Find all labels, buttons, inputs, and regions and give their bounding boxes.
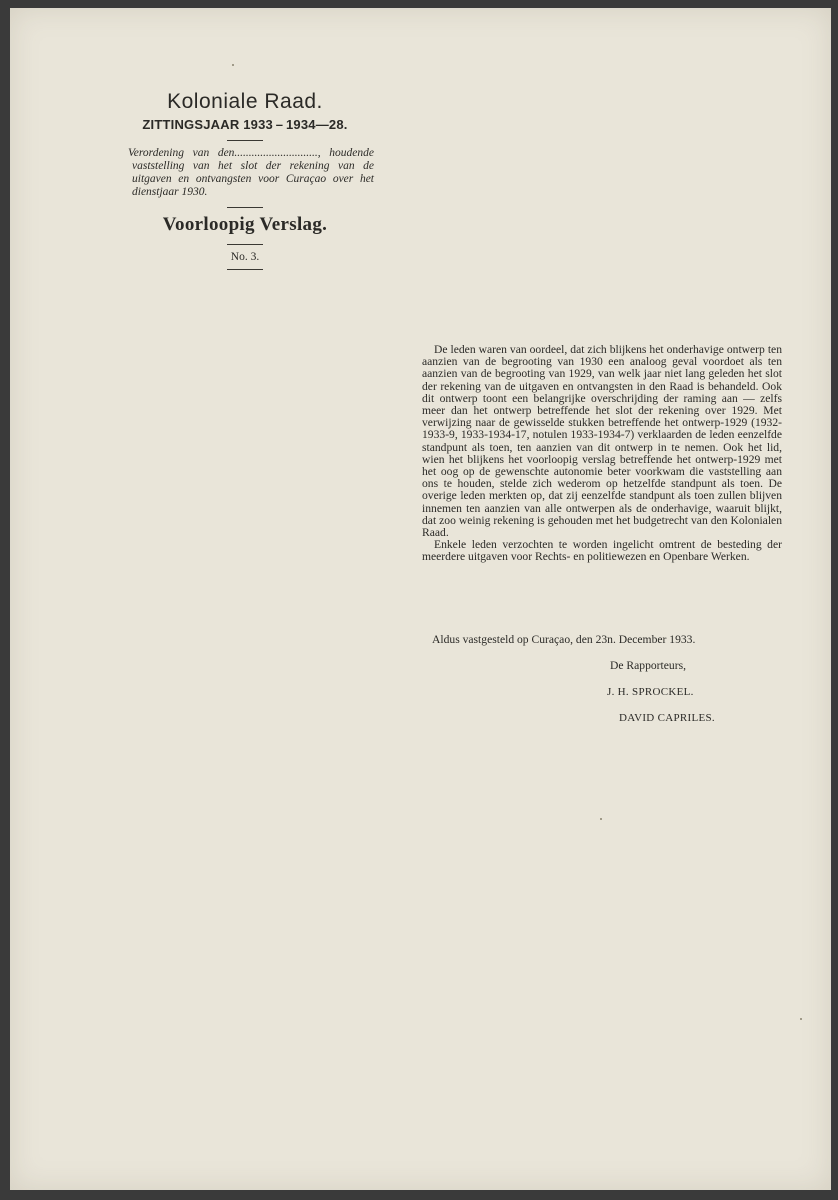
divider (227, 244, 263, 245)
document-number: No. 3. (230, 251, 260, 264)
session-label: ZITTINGSJAAR 1933 – 1934—28. (142, 117, 348, 133)
closing-statement: Aldus vastgesteld op Curaçao, den 23n. December 1933. (432, 633, 696, 646)
signatory-name: DAVID CAPRILES. (619, 712, 715, 724)
document-page (10, 8, 831, 1190)
signatory-name: J. H. SPROCKEL. (607, 686, 694, 698)
rapporteurs-label: De Rapporteurs, (610, 659, 686, 672)
ordinance-description: Verordening van den............................., houdende vaststelling van het slot der rekening van de uitgaven en ontvangsten voor Curaçao over het dienstjaar 1930. (128, 147, 374, 199)
report-paragraph: Enkele leden verzochten te worden ingelicht omtrent de besteding der meerdere uitgaven voor Rechts- en politiewezen en Openbare Werken. (422, 538, 782, 564)
paper-speck (232, 64, 234, 66)
closing-block (432, 633, 792, 725)
document-subtitle: Voorloopig Verslag. (162, 214, 328, 236)
report-body (422, 344, 782, 564)
report-paragraph: De leden waren van oordeel, dat zich blijkens het onderhavige ontwerp ten aanzien van de begrooting van 1930 een analoog geval voordoet als ten aanzien van de begrooting van 1929, van welk jaar niet lang geleden het slot der rekening van de uitgaven en ontvangsten in den Raad is behandeld. Ook dit ontwerp toont een belangrijke overschrijding der raming aan — zelfs meer dan het ontwerp betreffende het slot der rekening over 1929. Met verwijzing naar de gewisselde stukken betreffende het ontwerp-1929 (1932-1933-9, 1933-1934-17, notulen 1933-1934-7) verklaarden de leden eenzelfde standpunt als toen, ten aanzien van dit ontwerp in te nemen. Ook het lid, wien het blijkens het voorloopig verslag betreffende het ontwerp-1929 met het oog op de gewenschte autonomie beter voorkwam die vaststelling aan ons te houden, stelde zich wederom op hetzelfde standpunt als toen. De overige leden merkten op, dat zij eenzelfde standpunt als toen zullen blijven innemen ten aanzien van alle ontwerpen als de onderhavige, waaruit blijkt, dat zoo weinig rekening is gehouden met het budgetrecht van den Kolonialen Raad. (422, 343, 782, 540)
divider (227, 207, 263, 208)
paper-speck (800, 1018, 802, 1020)
document-title: Koloniale Raad. (167, 90, 323, 113)
divider (227, 140, 263, 141)
divider (227, 269, 263, 270)
document-header (110, 90, 380, 276)
paper-speck (600, 818, 602, 820)
